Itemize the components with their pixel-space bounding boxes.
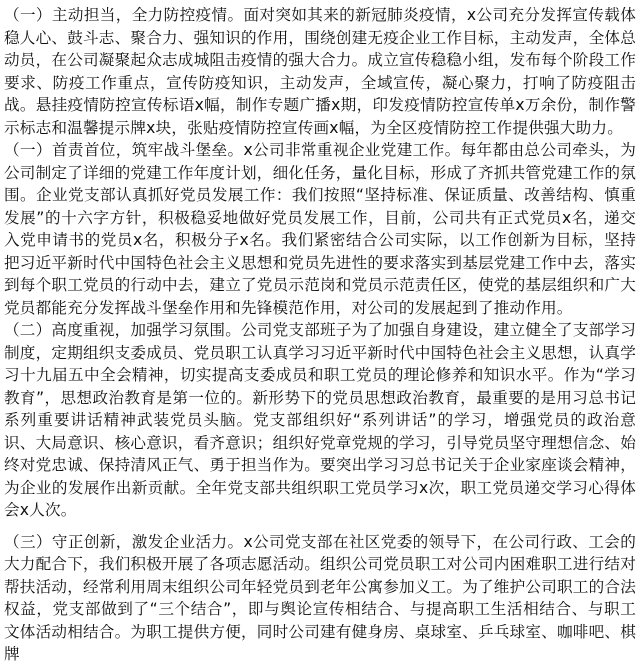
paragraph-party-building: （一）首责首位，筑牢战斗堡垒。x公司非常重视企业党建工作。每年都由总公司牵头，为公司制定了详细的党建工作年度计划，细化任务，量化目标，形成了齐抓共管党建工作的氛围。企业党支部认真抓好党员发展工作：我们按照“坚持标准、保证质量、改善结构、慎重发展”的十六字方针，积极稳妥地做好党员发展工作，目前，公司共有正式党员x名，递交入党申请书的党员x名，积极分子x名。我们紧密结合公司实际，以工作创新为目标，坚持把习近平新时代中国特色社会主义思想和党员先进性的要求落实到基层党建工作中去，落实到每个职工党员的行动中去，建立了党员示范岗和党员示范责任区，使党的基层组织和广大党员都能充分发挥战斗堡垒作用和先锋模范作用，对公司的发展起到了推动作用。 bbox=[4, 141, 636, 317]
paragraph-epidemic-prevention: （一）主动担当，全力防控疫情。面对突如其来的新冠肺炎疫情，x公司充分发挥宣传载体稳人心、鼓斗志、聚合力、强知识的作用，围绕创建无疫企业工作目标，主动发声，全体总动员，在公司凝聚起众志成城阻击疫情的强大合力。成立宣传稳稳小组，发布每个阶段工作要求、防疫工作重点，宣传防疫知识，主动发声，全域宣传，凝心聚力，打响了防疫阻击战。悬挂疫情防控宣传标语x幅，制作专题广播x期，印发疫情防控宣传单x万余份，制作警示标志和温馨提示牌x块，张贴疫情防控宣传画x幅，为全区疫情防控工作提供强大助力。 bbox=[4, 6, 636, 137]
document-body bbox=[4, 4, 636, 666]
paragraph-enterprise-vitality: （三）守正创新，激发企业活力。x公司党支部在社区党委的领导下，在公司行政、工会的大力配合下，我们积极开展了各项志愿活动。组织公司党员职工对公司内困难职工进行结对帮扶活动，经常利用周末组织公司年轻党员到老年公寓参加义工。为了维护公司职工的合法权益，党支部做到了“三个结合”，即与舆论宣传相结合、与提高职工生活相结合、与职工文体活动相结合。为职工提供方便，同时公司建有健身房、桌球室、乒乓球室、咖啡吧、棋牌 bbox=[4, 532, 636, 663]
paragraph-study-atmosphere: （二）高度重视，加强学习氛围。公司党支部班子为了加强自身建设，建立健全了支部学习制度，定期组织支委成员、党员职工认真学习习近平新时代中国特色社会主义思想，认真学习十九届五中全会精神，切实提高支委成员和职工党员的理论修养和知识水平。作为“学习教育”，思想政治教育是第一位的。新形势下的党员思想政治教育，最重要的是用习总书记系列重要讲话精神武装党员头脑。党支部组织好“系列讲话”的学习，增强党员的政治意识、大局意识、核心意识，看齐意识；组织好党章党规的学习，引导党员坚守理想信念、始终对党忠诚、保持清风正气、勇于担当作为。要突出学习习总书记关于企业家座谈会精神，为企业的发展作出新贡献。全年党支部共组织职工党员学习x次，职工党员递交学习心得体会x人次。 bbox=[4, 321, 636, 519]
